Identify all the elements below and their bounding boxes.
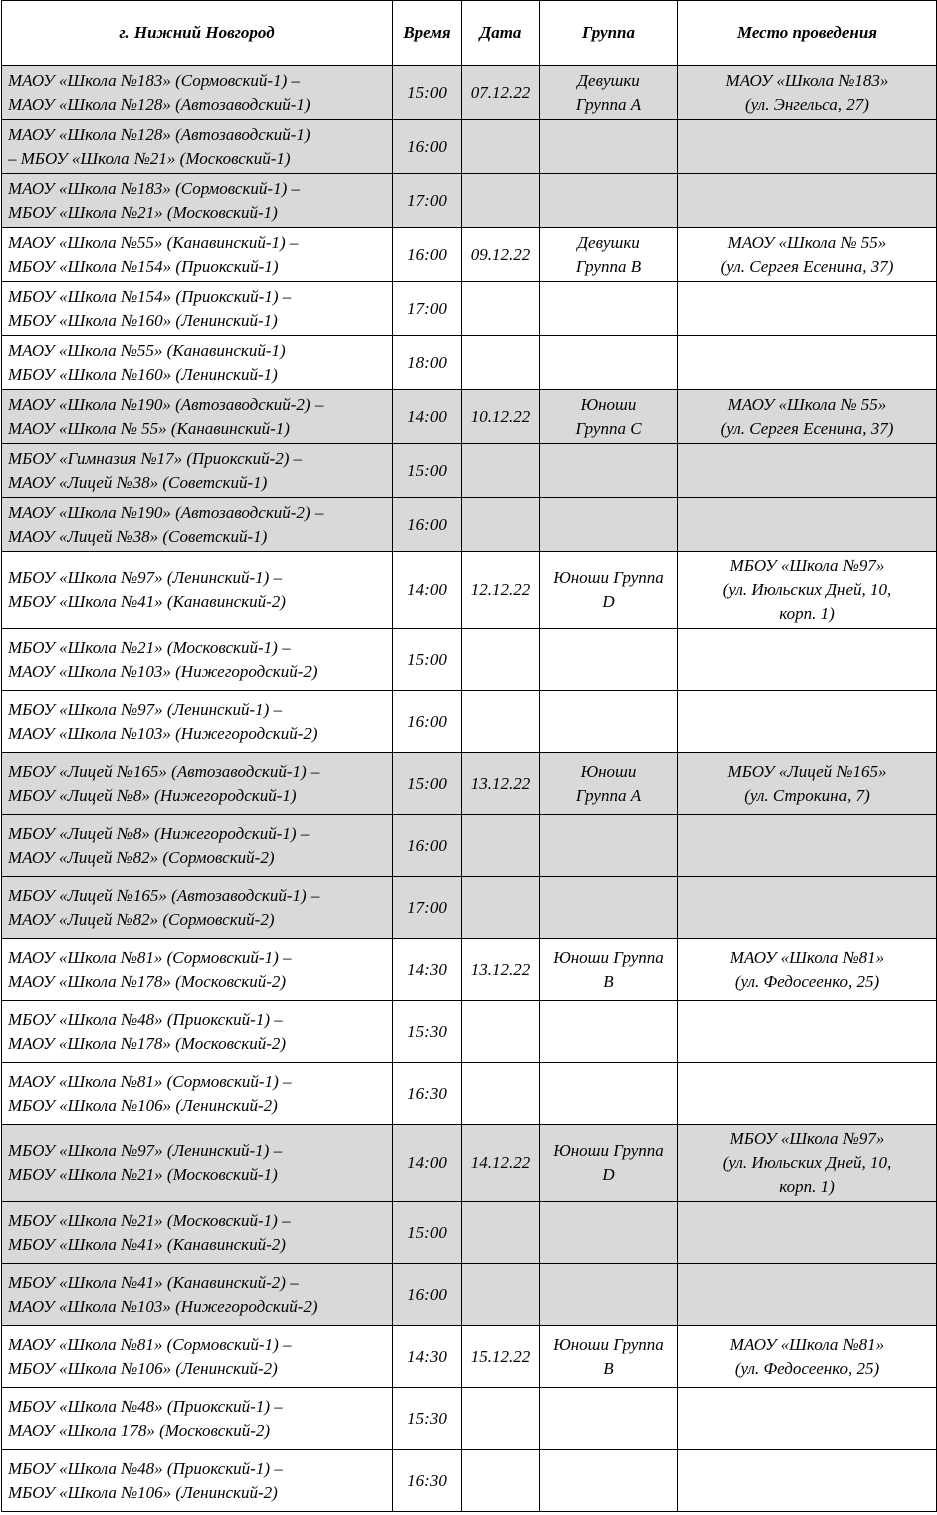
table-row [2,1326,937,1388]
place-cell [678,174,937,228]
match-cell: МБОУ «Школа №41» (Канавинский-2) – МАОУ «Школа №103» (Нижегородский-2) [2,1264,393,1326]
place-cell [678,1001,937,1063]
group-cell [540,1388,678,1450]
group-cell [540,336,678,390]
date-cell [462,444,540,498]
group-cell [540,691,678,753]
date-cell [462,629,540,691]
date-cell [462,1388,540,1450]
table-row [2,815,937,877]
table-row [2,336,937,390]
match-cell: МАОУ «Школа №55» (Канавинский-1) – МБОУ «Школа №154» (Приокский-1) [2,228,393,282]
date-cell: 13.12.22 [462,753,540,815]
date-cell [462,1063,540,1125]
group-cell [540,1264,678,1326]
place-cell [678,1202,937,1264]
time-cell: 14:00 [393,390,462,444]
time-cell: 15:00 [393,629,462,691]
time-cell: 15:30 [393,1001,462,1063]
group-cell: Юноши Группа В [540,939,678,1001]
table-row [2,629,937,691]
time-cell: 15:00 [393,753,462,815]
date-cell: 09.12.22 [462,228,540,282]
table-row [2,753,937,815]
date-cell [462,1202,540,1264]
group-cell [540,282,678,336]
table-row [2,444,937,498]
date-cell: 10.12.22 [462,390,540,444]
match-cell: МАОУ «Школа №81» (Сормовский-1) – МАОУ «Школа №178» (Московский-2) [2,939,393,1001]
time-cell: 16:00 [393,498,462,552]
match-cell: МБОУ «Школа №154» (Приокский-1) – МБОУ «Школа №160» (Ленинский-1) [2,282,393,336]
match-cell: МБОУ «Лицей №165» (Автозаводский-1) – МАОУ «Лицей №82» (Сормовский-2) [2,877,393,939]
group-cell: Юноши Группа А [540,753,678,815]
table-row [2,174,937,228]
time-cell: 16:00 [393,120,462,174]
time-cell: 17:00 [393,877,462,939]
table-row [2,390,937,444]
table-row [2,877,937,939]
date-cell [462,336,540,390]
header-row [2,1,937,66]
group-cell [540,174,678,228]
time-cell: 15:00 [393,1202,462,1264]
table-row [2,1125,937,1202]
match-cell: МАОУ «Школа №190» (Автозаводский-2) – МАОУ «Лицей №38» (Советский-1) [2,498,393,552]
place-cell [678,815,937,877]
group-cell [540,815,678,877]
place-cell [678,877,937,939]
time-cell: 15:30 [393,1388,462,1450]
table-row [2,66,937,120]
match-cell: МАОУ «Школа №190» (Автозаводский-2) – МАОУ «Школа № 55» (Канавинский-1) [2,390,393,444]
date-cell [462,282,540,336]
table-row [2,1202,937,1264]
time-cell: 14:00 [393,1125,462,1202]
table-row [2,1063,937,1125]
match-cell: МАОУ «Школа №55» (Канавинский-1) МБОУ «Школа №160» (Ленинский-1) [2,336,393,390]
match-cell: МБОУ «Гимназия №17» (Приокский-2) – МАОУ «Лицей №38» (Советский-1) [2,444,393,498]
group-cell: Юноши Группа В [540,1326,678,1388]
place-cell [678,120,937,174]
table-row [2,1001,937,1063]
table-row [2,498,937,552]
group-cell: Юноши Группа С [540,390,678,444]
date-cell: 07.12.22 [462,66,540,120]
time-cell: 16:00 [393,815,462,877]
table-row [2,120,937,174]
date-cell: 15.12.22 [462,1326,540,1388]
date-cell [462,1450,540,1512]
place-cell: МАОУ «Школа №81» (ул. Федосеенко, 25) [678,1326,937,1388]
place-cell: МАОУ «Школа № 55» (ул. Сергея Есенина, 37) [678,228,937,282]
table-row [2,282,937,336]
group-cell [540,498,678,552]
group-cell [540,1202,678,1264]
place-cell [678,282,937,336]
time-cell: 16:00 [393,1264,462,1326]
table-row [2,691,937,753]
date-cell [462,498,540,552]
match-cell: МБОУ «Школа №48» (Приокский-1) – МАОУ «Школа 178» (Московский-2) [2,1388,393,1450]
table-row [2,552,937,629]
place-cell [678,444,937,498]
header-place: Место проведения [678,1,937,66]
header-city: г. Нижний Новгород [2,1,393,66]
group-cell [540,1450,678,1512]
match-cell: МАОУ «Школа №128» (Автозаводский-1) – МБОУ «Школа №21» (Московский-1) [2,120,393,174]
match-cell: МБОУ «Школа №21» (Московский-1) – МАОУ «Школа №103» (Нижегородский-2) [2,629,393,691]
date-cell [462,174,540,228]
time-cell: 14:00 [393,552,462,629]
header-time: Время [393,1,462,66]
date-cell [462,815,540,877]
date-cell [462,120,540,174]
group-cell: Юноши Группа D [540,552,678,629]
match-cell: МБОУ «Школа №48» (Приокский-1) – МБОУ «Школа №106» (Ленинский-2) [2,1450,393,1512]
place-cell: МАОУ «Школа №183» (ул. Энгельса, 27) [678,66,937,120]
date-cell [462,877,540,939]
time-cell: 17:00 [393,174,462,228]
table-row [2,228,937,282]
table-row [2,1264,937,1326]
place-cell [678,498,937,552]
time-cell: 15:00 [393,444,462,498]
time-cell: 16:30 [393,1450,462,1512]
date-cell [462,691,540,753]
place-cell: МБОУ «Школа №97» (ул. Июльских Дней, 10, корп. 1) [678,552,937,629]
table-row [2,939,937,1001]
group-cell [540,877,678,939]
group-cell [540,1063,678,1125]
place-cell [678,629,937,691]
place-cell [678,1450,937,1512]
match-cell: МБОУ «Школа №97» (Ленинский-1) – МАОУ «Школа №103» (Нижегородский-2) [2,691,393,753]
place-cell: МАОУ «Школа №81» (ул. Федосеенко, 25) [678,939,937,1001]
time-cell: 14:30 [393,1326,462,1388]
group-cell: Девушки Группа В [540,228,678,282]
time-cell: 14:30 [393,939,462,1001]
time-cell: 15:00 [393,66,462,120]
match-cell: МАОУ «Школа №81» (Сормовский-1) – МБОУ «Школа №106» (Ленинский-2) [2,1326,393,1388]
match-cell: МБОУ «Лицей №165» (Автозаводский-1) – МБОУ «Лицей №8» (Нижегородский-1) [2,753,393,815]
group-cell: Девушки Группа А [540,66,678,120]
time-cell: 17:00 [393,282,462,336]
schedule-table [1,0,937,1512]
time-cell: 16:00 [393,228,462,282]
place-cell: МАОУ «Школа № 55» (ул. Сергея Есенина, 37) [678,390,937,444]
group-cell [540,1001,678,1063]
match-cell: МАОУ «Школа №183» (Сормовский-1) – МБОУ «Школа №21» (Московский-1) [2,174,393,228]
place-cell [678,691,937,753]
match-cell: МАОУ «Школа №183» (Сормовский-1) – МАОУ «Школа №128» (Автозаводский-1) [2,66,393,120]
match-cell: МБОУ «Школа №21» (Московский-1) – МБОУ «Школа №41» (Канавинский-2) [2,1202,393,1264]
place-cell: МБОУ «Лицей №165» (ул. Строкина, 7) [678,753,937,815]
group-cell [540,444,678,498]
match-cell: МБОУ «Школа №48» (Приокский-1) – МАОУ «Школа №178» (Московский-2) [2,1001,393,1063]
header-date: Дата [462,1,540,66]
group-cell [540,120,678,174]
match-cell: МБОУ «Школа №97» (Ленинский-1) – МБОУ «Школа №41» (Канавинский-2) [2,552,393,629]
table-row [2,1450,937,1512]
match-cell: МБОУ «Школа №97» (Ленинский-1) – МБОУ «Школа №21» (Московский-1) [2,1125,393,1202]
group-cell: Юноши Группа D [540,1125,678,1202]
place-cell: МБОУ «Школа №97» (ул. Июльских Дней, 10, корп. 1) [678,1125,937,1202]
date-cell [462,1001,540,1063]
place-cell [678,1264,937,1326]
date-cell [462,1264,540,1326]
table-row [2,1388,937,1450]
time-cell: 16:00 [393,691,462,753]
match-cell: МБОУ «Лицей №8» (Нижегородский-1) – МАОУ «Лицей №82» (Сормовский-2) [2,815,393,877]
place-cell [678,1063,937,1125]
group-cell [540,629,678,691]
place-cell [678,1388,937,1450]
date-cell: 13.12.22 [462,939,540,1001]
match-cell: МАОУ «Школа №81» (Сормовский-1) – МБОУ «Школа №106» (Ленинский-2) [2,1063,393,1125]
time-cell: 18:00 [393,336,462,390]
place-cell [678,336,937,390]
date-cell: 14.12.22 [462,1125,540,1202]
date-cell: 12.12.22 [462,552,540,629]
header-group: Группа [540,1,678,66]
time-cell: 16:30 [393,1063,462,1125]
